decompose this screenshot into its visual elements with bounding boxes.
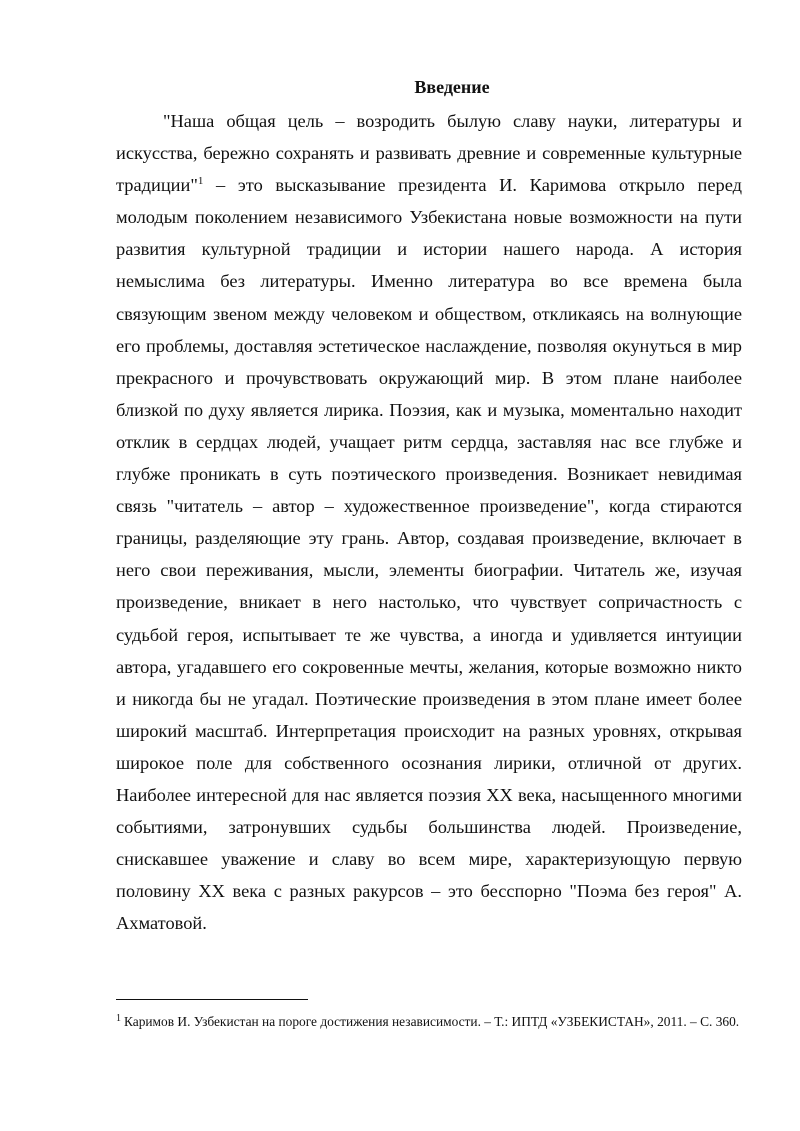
paragraph-text-start: "Наша общая цель – возродить былую славу науки, литературы и искусства, бережно сохранять и развивать древние и современные культурные традиции" [116, 111, 742, 196]
page-title: Введение [414, 77, 490, 97]
body-paragraph [116, 105, 742, 939]
paragraph-text-rest: – это высказывание президента И. Каримова открыло перед молодым поколением независимого Узбекистана новые возможности на пути развития культурной традиции и истории нашего народа. А история немыслима без литературы. Именно литература во все времена была связующим звеном между человеком и обществом, откликаясь на волнующие его проблемы, доставляя эстетическое наслаждение, позволяя окунуться в мир прекрасного и прочувствовать окружающий мир. В этом плане наиболее близкой по духу является лирика. Поэзия, как и музыка, моментально находит отклик в сердцах людей, учащает ритм сердца, заставляя нас все глубже и глубже проникать в суть поэтического произведения. Возникает невидимая связь "читатель – автор – художественное произведение", когда стираются границы, разделяющие эту грань. Автор, создавая произведение, включает в него свои переживания, мысли, элементы биографии. Читатель же, изучая произведение, вникает в него настолько, что чувствует сопричастность с судьбой героя, испытывает те же чувства, а иногда и удивляется интуиции автора, угадавшего его сокровенные мечты, желания, которые возможно никто и никогда бы не угадал. Поэтические произведения в этом плане имеет более широкий масштаб. Интерпретация происходит на разных уровнях, открывая широкое поле для собственного осознания лирики, отличной от других. Наиболее интересной для нас является поэзия ХХ века, насыщенного многими событиями, затронувших судьбы большинства людей. Произведение, снискавшее уважение и славу во всем мире, характеризующую первую половину ХХ века с разных ракурсов – это бесспорно "Поэма без героя" А. Ахматовой. [116, 175, 742, 934]
footnote-reference[interactable]: 1 [197, 175, 204, 188]
footnote [116, 1010, 742, 1034]
footnote-mark: 1 [116, 1012, 121, 1024]
footnote-text: Каримов И. Узбекистан на пороге достижения независимости. – Т.: ИПТД «УЗБЕКИСТАН», 2011. – С. 360. [124, 1014, 740, 1029]
footnote-separator [116, 999, 308, 1000]
